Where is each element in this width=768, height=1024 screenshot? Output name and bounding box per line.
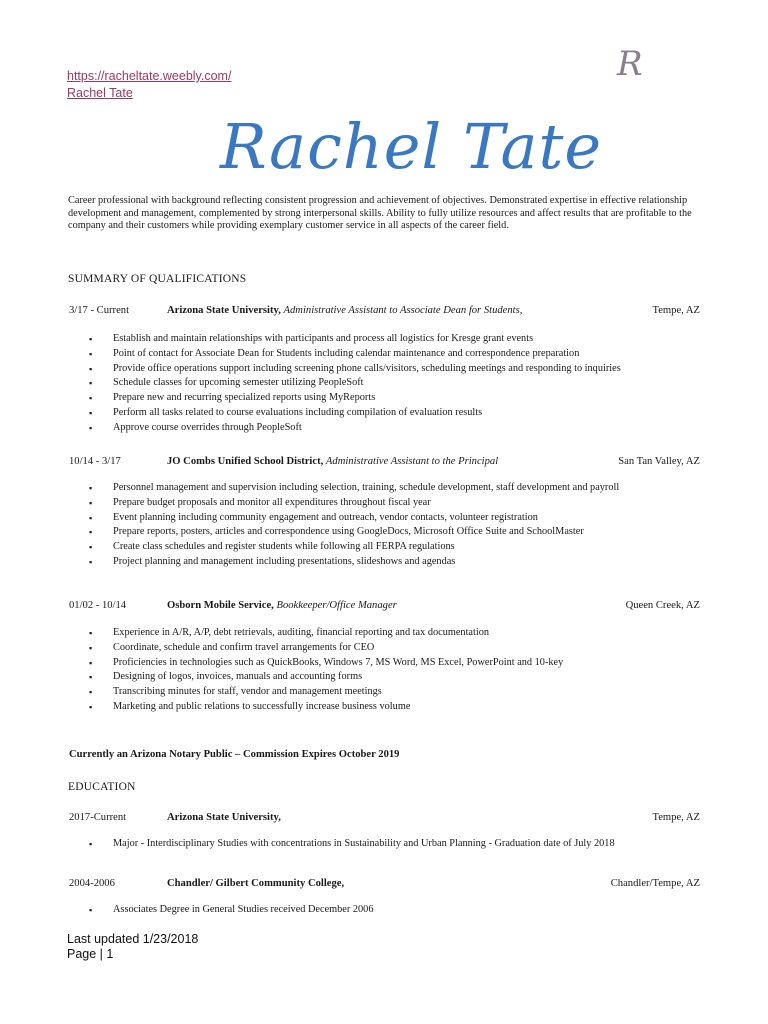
list-item: ▪ Approve course overrides through PeopleSoft	[89, 421, 621, 436]
list-item: ▪ Personnel management and supervision including selection, training, schedule development, staff development and payroll	[89, 481, 619, 496]
education-location: Chandler/Tempe, AZ	[610, 878, 700, 889]
list-item: ▪ Project planning and management including presentations, slideshows and agendas	[89, 555, 619, 570]
list-item: ▪ Provide office operations support including screening phone calls/visitors, scheduling meetings and responding to inquiries	[89, 362, 621, 377]
job-employer	[167, 600, 397, 611]
job-dates: 10/14 - 3/17	[69, 456, 121, 467]
school-name-text: Arizona State University,	[167, 812, 281, 823]
education-details-list	[89, 903, 373, 918]
job-dates: 01/02 - 10/14	[69, 600, 127, 611]
list-item: ▪ Schedule classes for upcoming semester utilizing PeopleSoft	[89, 376, 621, 391]
website-link[interactable]: https://racheltate.weebly.com/	[67, 69, 232, 83]
job-header	[0, 456, 768, 470]
list-item: ▪ Create class schedules and register students while following all FERPA regulations	[89, 540, 619, 555]
list-item: ▪ Prepare new and recurring specialized reports using MyReports	[89, 391, 621, 406]
list-item: ▪ Designing of logos, invoices, manuals and accounting forms	[89, 670, 563, 685]
job-duties-list	[89, 481, 619, 570]
job-header	[0, 600, 768, 614]
list-item: ▪ Proficiencies in technologies such as QuickBooks, Windows 7, MS Word, MS Excel, PowerPoint and 10-key	[89, 656, 563, 671]
employer-name: Arizona State University,	[167, 305, 281, 316]
job-title: Bookkeeper/Office Manager	[276, 600, 397, 611]
job-duties-list	[89, 626, 563, 715]
notary-statement: Currently an Arizona Notary Public – Commission Expires October 2019	[69, 749, 400, 760]
education-details-list	[89, 837, 615, 852]
list-item: ▪ Event planning including community engagement and outreach, vendor contacts, volunteer registration	[89, 511, 619, 526]
education-header	[0, 812, 768, 826]
job-location: Queen Creek, AZ	[625, 600, 700, 611]
education-dates: 2017-Current	[69, 812, 127, 823]
list-item: ▪ Coordinate, schedule and confirm travel arrangements for CEO	[89, 641, 563, 656]
list-item: ▪ Point of contact for Associate Dean for Students including calendar maintenance and correspondence preparation	[89, 347, 621, 362]
job-header	[0, 305, 768, 319]
school-name	[167, 878, 344, 889]
name-link[interactable]: Rachel Tate	[67, 86, 133, 100]
school-name-text: Chandler/ Gilbert Community College,	[167, 878, 345, 889]
list-item: ▪ Marketing and public relations to successfully increase business volume	[89, 700, 563, 715]
monogram-logo: R	[617, 44, 643, 84]
education-header	[0, 878, 768, 892]
list-item: ▪ Prepare budget proposals and monitor all expenditures throughout fiscal year	[89, 496, 619, 511]
job-location: San Tan Valley, AZ	[618, 456, 700, 467]
job-location: Tempe, AZ	[652, 305, 700, 316]
employer-name: Osborn Mobile Service,	[167, 600, 274, 611]
job-duties-list	[89, 332, 621, 436]
summary-paragraph: Career professional with background reflecting consistent progression and achievement of objectives. Demonstrated expertise in effective relationship development and management, complemented by strong interpersonal skills. Ability to fully utilize resources and affect results that are profitable to the company and their customers while providing exemplary customer service in all aspects of the career field.	[68, 195, 692, 232]
list-item: ▪ Establish and maintain relationships with participants and process all logistics for Kresge grant events	[89, 332, 621, 347]
list-item: ▪ Prepare reports, posters, articles and correspondence using GoogleDocs, Microsoft Office Suite and SchoolMaster	[89, 525, 619, 540]
section-heading-education: EDUCATION	[68, 781, 136, 793]
list-item: ▪ Experience in A/R, A/P, debt retrievals, auditing, financial reporting and tax documentation	[89, 626, 563, 641]
last-updated-footer: Last updated 1/23/2018	[67, 932, 199, 946]
list-item: ▪ Associates Degree in General Studies received December 2006	[89, 903, 373, 918]
page-number: Page | 1	[67, 947, 114, 961]
education-location: Tempe, AZ	[652, 812, 700, 823]
job-employer	[167, 305, 522, 316]
resume-name-title: Rachel Tate	[220, 110, 603, 183]
employer-name: JO Combs Unified School District,	[167, 456, 324, 467]
list-item: ▪ Transcribing minutes for staff, vendor and management meetings	[89, 685, 563, 700]
list-item: ▪ Perform all tasks related to course evaluations including compilation of evaluation results	[89, 406, 621, 421]
section-heading-qualifications: SUMMARY OF QUALIFICATIONS	[68, 273, 247, 285]
list-item: ▪ Major - Interdisciplinary Studies with concentrations in Sustainability and Urban Planning - Graduation date of July 2018	[89, 837, 615, 852]
job-title: Administrative Assistant to Associate Dean for Students,	[283, 305, 523, 316]
job-title: Administrative Assistant to the Principal	[325, 456, 499, 467]
job-employer	[167, 456, 498, 467]
job-dates: 3/17 - Current	[69, 305, 130, 316]
school-name	[167, 812, 281, 823]
education-dates: 2004-2006	[69, 878, 115, 889]
